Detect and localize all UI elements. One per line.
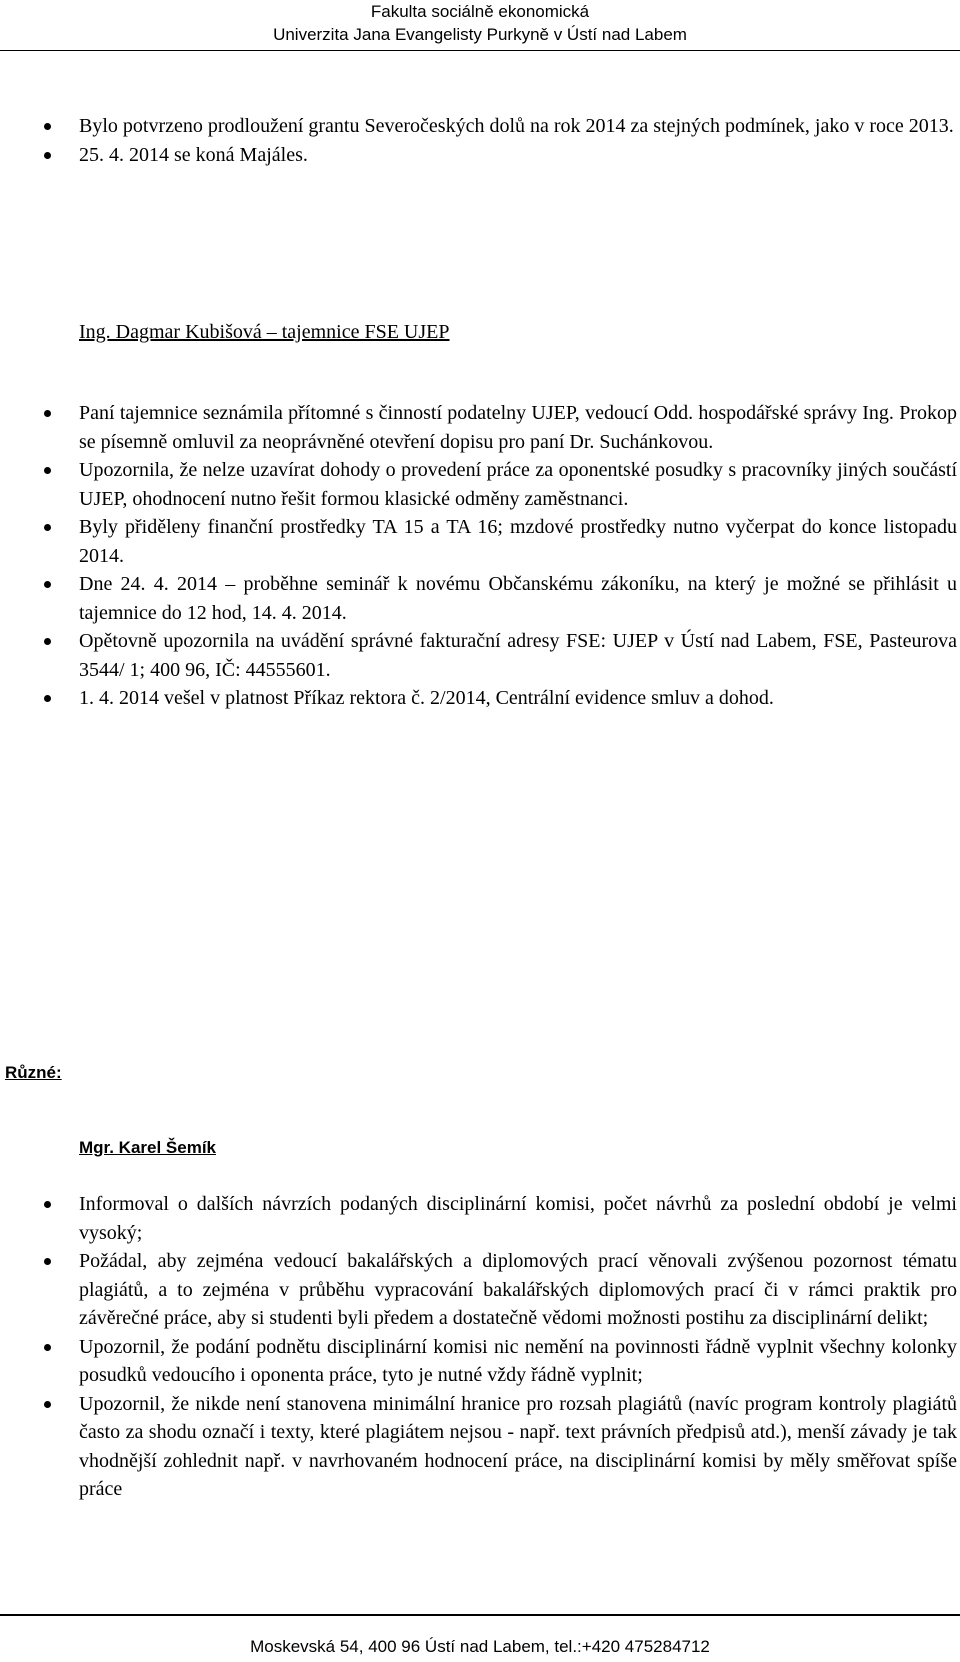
list-item: Bylo potvrzeno prodloužení grantu Severočeských dolů na rok 2014 za stejných podmínek, jako v roce 2013. [0, 112, 960, 141]
list-item: 1. 4. 2014 vešel v platnost Příkaz rektora č. 2/2014, Centrální evidence smluv a dohod. [0, 684, 960, 713]
list-item: Dne 24. 4. 2014 – proběhne seminář k novému Občanskému zákoníku, na který je možné se přihlásit u tajemnice do 12 hod, 14. 4. 2014. [0, 570, 960, 627]
list-item: Paní tajemnice seznámila přítomné s činností podatelny UJEP, vedoucí Odd. hospodářské správy Ing. Prokop se písemně omluvil za neoprávněné otevření dopisu pro paní Dr. Suchánkovou. [0, 399, 960, 456]
list-item: Opětovně upozornila na uvádění správné fakturační adresy FSE: UJEP v Ústí nad Labem, FSE, Pasteurova 3544/ 1; 400 96, IČ: 44555601. [0, 627, 960, 684]
bullet-icon [44, 1201, 51, 1208]
bullet-icon [44, 1258, 51, 1265]
header-faculty: Fakulta sociálně ekonomická [370, 2, 590, 21]
bullet-icon [44, 524, 51, 531]
bullet-icon [44, 467, 51, 474]
bullet-icon [44, 123, 51, 130]
page-header [0, 0, 960, 46]
speaker-heading: Mgr. Karel Šemík [79, 1138, 217, 1157]
header-rule [0, 50, 960, 51]
bullet-list-misc [0, 1190, 960, 1504]
list-item: Požádal, aby zejména vedoucí bakalářských a diplomových prací věnovali zvýšenou pozornost tématu plagiátů, a to zejména v průběhu vypracování bakalářských diplomových prací či v rámci praktik pro závěrečné práce, aby si studenti byli předem a dostatečně vědomi možnosti postihu za disciplinární delikt; [0, 1247, 960, 1333]
footer-rule [0, 1614, 960, 1616]
bullet-icon [44, 1344, 51, 1351]
list-item: 25. 4. 2014 se koná Majáles. [0, 141, 960, 170]
page-footer: Moskevská 54, 400 96 Ústí nad Labem, tel.:+420 475284712 [250, 1637, 710, 1656]
speaker-heading: Ing. Dagmar Kubišová – tajemnice FSE UJEP [79, 321, 450, 343]
bullet-icon [44, 152, 51, 159]
list-item: Upozornila, že nelze uzavírat dohody o provedení práce za oponentské posudky s pracovníky jiných součástí UJEP, ohodnocení nutno řešit formou klasické odměny zaměstnanci. [0, 456, 960, 513]
bullet-list-secretary [0, 399, 960, 713]
list-item: Informoval o dalších návrzích podaných disciplinární komisi, počet návrhů za poslední období je velmi vysoký; [0, 1190, 960, 1247]
bullet-icon [44, 638, 51, 645]
bullet-list-general [0, 112, 960, 169]
list-item: Upozornil, že nikde není stanovena minimální hranice pro rozsah plagiátů (navíc program kontroly plagiátů často za shodu označí i texty, které plagiátem nejsou - např. text právních předpisů atd.), menší závady je tak vhodnější zohlednit např. v navrhovaném hodnocení práce, na disciplinární komisi by měly směřovat spíše práce [0, 1390, 960, 1504]
list-item: Upozornil, že podání podnětu disciplinární komisi nic nemění na povinnosti řádně vyplnit všechny kolonky posudků vedoucího i oponenta práce, tyto je nutné vždy řádně vyplnit; [0, 1333, 960, 1390]
section-title-misc: Různé: [5, 1063, 62, 1082]
list-item: Byly přiděleny finanční prostředky TA 15 a TA 16; mzdové prostředky nutno vyčerpat do konce listopadu 2014. [0, 513, 960, 570]
bullet-icon [44, 410, 51, 417]
bullet-icon [44, 695, 51, 702]
header-university: Univerzita Jana Evangelisty Purkyně v Ústí nad Labem [273, 25, 687, 44]
bullet-icon [44, 1401, 51, 1408]
bullet-icon [44, 581, 51, 588]
